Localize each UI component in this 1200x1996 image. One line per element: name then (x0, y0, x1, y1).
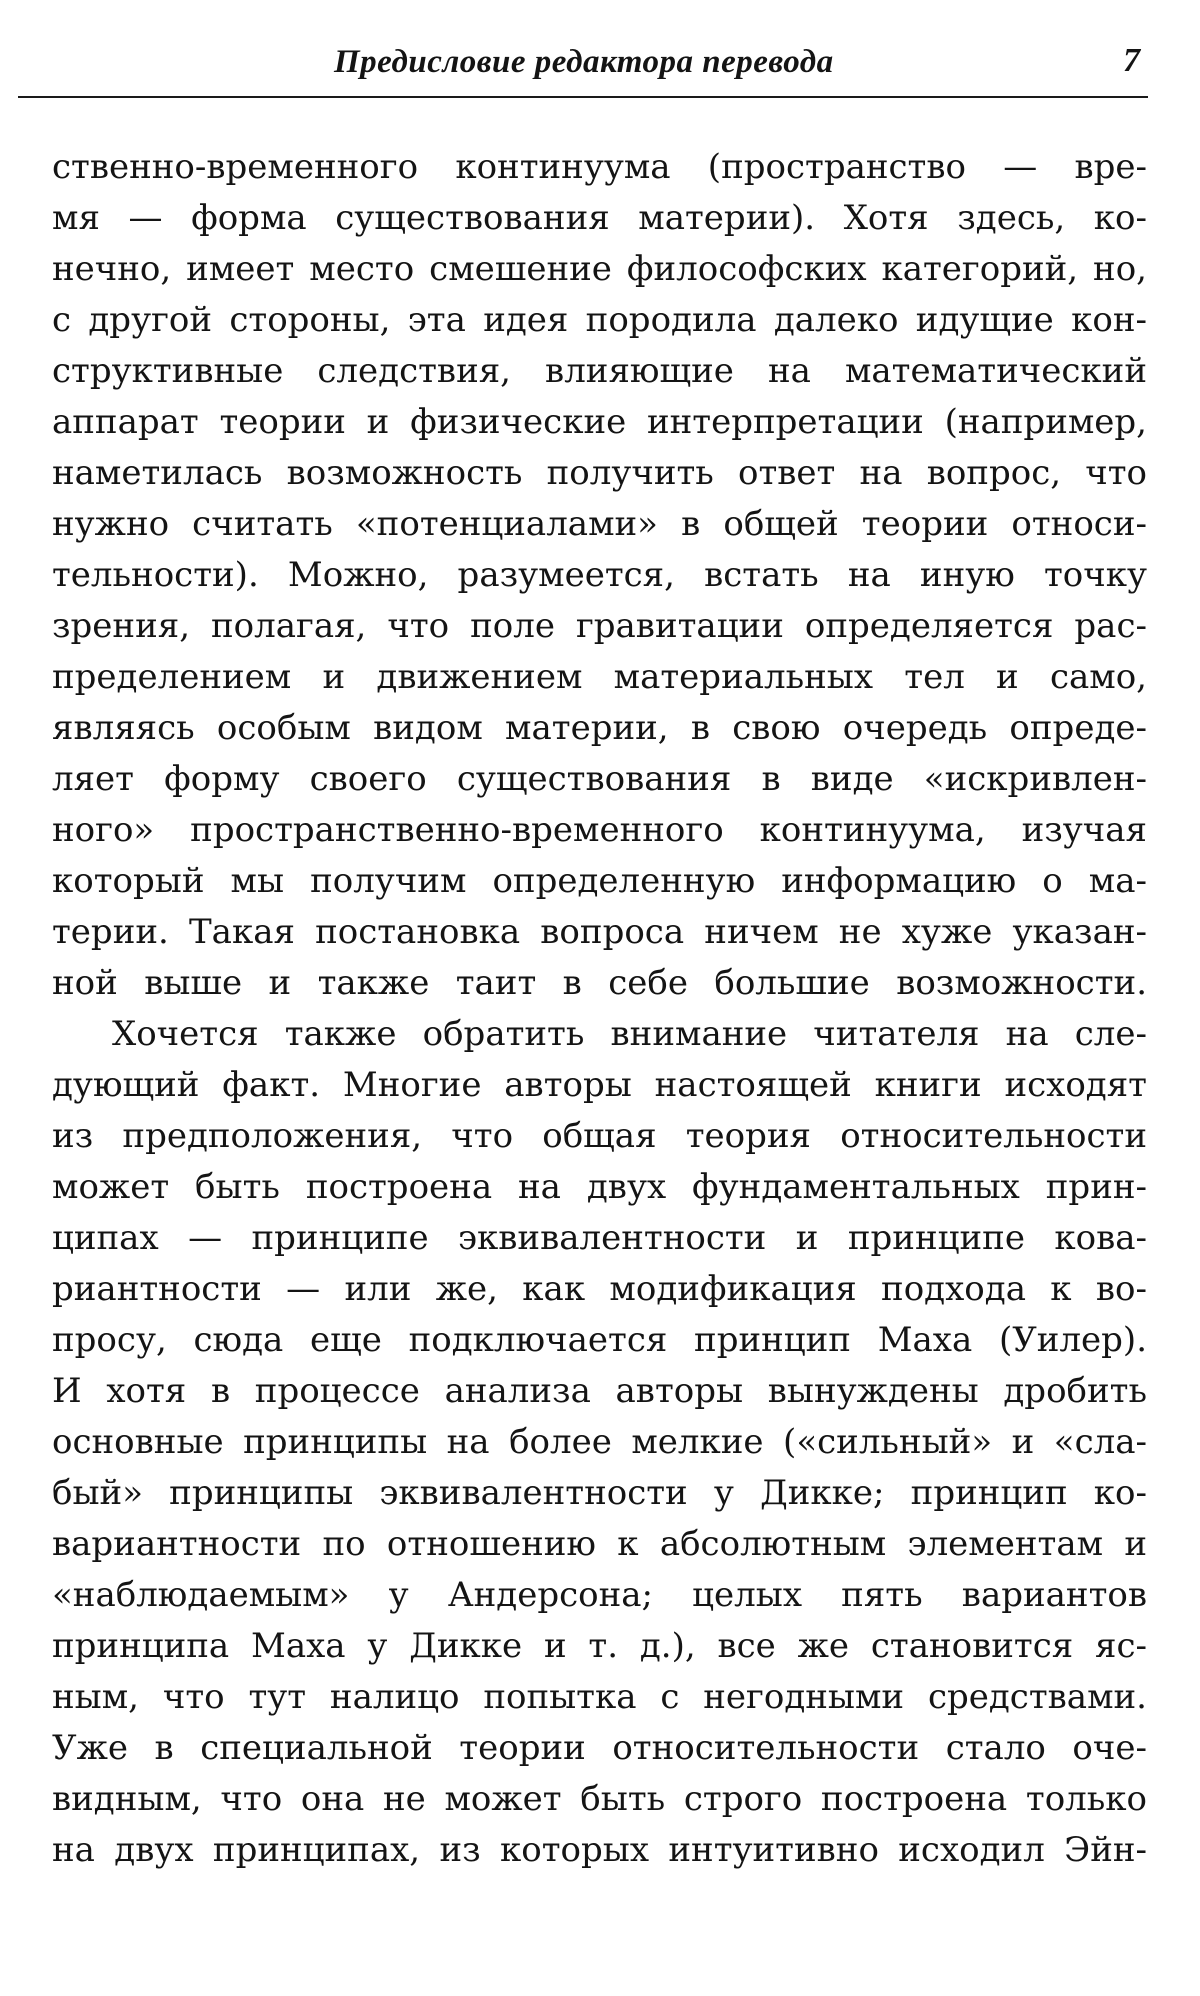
text-line: пределением и движением материальных тел и само, (52, 657, 1147, 697)
text-line: принципа Маха у Дикке и т. д.), все же становится яс- (52, 1626, 1147, 1666)
text-line: может быть построена на двух фундаментальных прин- (52, 1167, 1147, 1207)
page-number: 7 (1123, 42, 1140, 79)
text-line: аппарат теории и физические интерпретации (например, (52, 402, 1147, 442)
text-line: бый» принципы эквивалентности у Дикке; принцип ко- (52, 1473, 1147, 1513)
text-line: Уже в специальной теории относительности стало оче- (52, 1728, 1147, 1768)
text-line: наметилась возможность получить ответ на вопрос, что (52, 453, 1147, 493)
text-line: нечно, имеет место смешение философских категорий, но, (52, 249, 1147, 289)
text-line: который мы получим определенную информацию о ма- (52, 861, 1147, 901)
text-line: являясь особым видом материи, в свою очередь опреде- (52, 708, 1147, 748)
running-header (18, 36, 1148, 98)
text-line: тельности). Можно, разумеется, встать на иную точку (52, 555, 1147, 595)
text-line: Хочется также обратить внимание читателя на сле- (112, 1014, 1147, 1054)
text-line: из предположения, что общая теория относительности (52, 1116, 1147, 1156)
text-line: просу, сюда еще подключается принцип Маха (Уилер). (52, 1320, 1147, 1360)
running-title: Предисловие редактора перевода (334, 44, 834, 80)
text-line: И хотя в процессе анализа авторы вынуждены дробить (52, 1371, 1147, 1411)
text-line: мя — форма существования материи). Хотя здесь, ко- (52, 198, 1147, 238)
text-line: ственно-временного континуума (пространство — вре- (52, 147, 1147, 187)
paragraph (52, 142, 1147, 1009)
text-line: ного» пространственно-временного континуума, изучая (52, 810, 1147, 850)
body-text (52, 142, 1147, 1876)
paragraph (52, 1009, 1147, 1876)
text-line: ляет форму своего существования в виде «искривлен- (52, 759, 1147, 799)
text-line: дующий факт. Многие авторы настоящей книги исходят (52, 1065, 1147, 1105)
text-line: на двух принципах, из которых интуитивно исходил Эйн- (52, 1830, 1147, 1870)
text-line: нужно считать «потенциалами» в общей теории относи- (52, 504, 1147, 544)
text-line: ным, что тут налицо попытка с негодными средствами. (52, 1677, 1147, 1717)
text-line: ципах — принципе эквивалентности и принципе кова- (52, 1218, 1147, 1258)
text-line: «наблюдаемым» у Андерсона; целых пять вариантов (52, 1575, 1147, 1615)
text-line: структивные следствия, влияющие на математический (52, 351, 1147, 391)
text-line: риантности — или же, как модификация подхода к во- (52, 1269, 1147, 1309)
text-line: зрения, полагая, что поле гравитации определяется рас- (52, 606, 1147, 646)
text-line: основные принципы на более мелкие («сильный» и «сла- (52, 1422, 1147, 1462)
text-line: вариантности по отношению к абсолютным элементам и (52, 1524, 1147, 1564)
text-line: видным, что она не может быть строго построена только (52, 1779, 1147, 1819)
text-line: терии. Такая постановка вопроса ничем не хуже указан- (52, 912, 1147, 952)
text-line: ной выше и также таит в себе большие возможности. (52, 963, 1147, 1003)
text-line: с другой стороны, эта идея породила далеко идущие кон- (52, 300, 1147, 340)
